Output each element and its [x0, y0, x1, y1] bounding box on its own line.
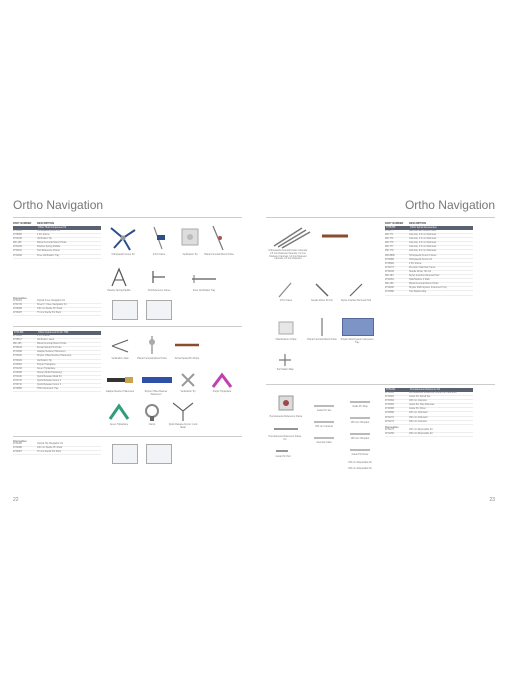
table-row: 9734051 Halo/Sodium 3 Pack: [385, 279, 473, 283]
perc-kit-image: [272, 424, 300, 434]
table-row: 9733487 75 mm Sterile Pin Pack: [13, 312, 101, 316]
table-row: 9735684 2 Pin Frame: [13, 234, 101, 238]
section-subtitle: Disposables: [385, 425, 399, 429]
disposables-table: [13, 296, 101, 316]
table-row: 9735684 2 Pin Frame: [385, 263, 473, 267]
table-row: 9735128 Dorsal Spinal Pin Probe: [13, 347, 101, 351]
caption: 2 Pin Frame: [152, 254, 166, 256]
table-row: 960-183 Stylus Insertion Removal Tool: [385, 275, 473, 279]
disposable-kit-image: [146, 300, 172, 320]
page-title: Ortho Navigation: [13, 198, 104, 212]
adapter-reamer-image: [105, 372, 135, 388]
obturator180-image: [348, 430, 372, 438]
caption: Verification Tip: [180, 391, 196, 393]
halo-pack-image: [276, 318, 296, 338]
caption: 180 mm Disposable Kit: [348, 468, 372, 470]
table-row: 960-155 Planar Femoral Mount Probe: [13, 242, 101, 246]
section-band: 9731456 Ortho Instrument Kit for THR: [13, 331, 101, 335]
table-row: 960-8890 Orthopaedic Femur Fixture: [385, 255, 473, 259]
table-header: PART NUMBER DESCRIPTION: [13, 222, 55, 225]
table-row: 960-772 Cannula, 3.2 mm Diameter: [385, 238, 473, 242]
table-row: 9734710 Quick Release Femur 1: [13, 384, 101, 388]
table-row: 9731246 Green Tripleplane: [13, 368, 101, 372]
guide-pin-image: [312, 402, 336, 410]
knee-tray-image: [190, 270, 218, 288]
table-row: 9731273 150 mm Disposable Kit: [385, 429, 473, 433]
caption: 2 Pin Frame: [279, 300, 293, 302]
caption: Planar Femoral Mount Probe: [204, 254, 234, 256]
pin-frame-image: [150, 225, 168, 251]
femoral-probe-image: [140, 334, 164, 356]
caption: Knee Verification Tray: [192, 290, 216, 292]
quick-release-image: [170, 400, 196, 422]
hip-disposables-table: [13, 439, 101, 455]
table-row: 9734032 Verification Tip: [13, 360, 101, 364]
section-rule: [13, 326, 242, 327]
table-row: 9731736 Kinect™ Knee Navigation Kit: [13, 304, 101, 308]
caption: Stylus Insertion Removal Tool: [340, 300, 372, 302]
page-number: 23: [489, 497, 495, 503]
parts-table: [385, 222, 473, 296]
caption: Percutaneous Reference Frame Kit: [268, 436, 302, 441]
caption: Planar Femoral Mount Probe: [137, 358, 167, 360]
table-row: 9735817 Verification Jaws: [13, 339, 101, 343]
caption: Tool Reference Frame: [147, 290, 171, 292]
section-subtitle: Disposables: [13, 297, 27, 300]
table-row: 960-777 Cannula, 4.5 mm Diameter: [385, 246, 473, 250]
caption: 150 mm Disposable Kit: [348, 462, 372, 464]
caption: Halo/Sodium 3 Pack: [275, 339, 297, 341]
clamp-image: [142, 402, 162, 422]
verif-jaws-image: [110, 336, 130, 356]
pin-frame-r-image: [276, 280, 296, 300]
stylus-tool-image: [346, 280, 366, 300]
caption: Passive Spring Paddle: [107, 290, 131, 292]
verification-tip-image: [177, 226, 203, 248]
table-row: 9731845 Percutaneous Reference Frame Kit Preformed: [385, 392, 473, 396]
caption: Adapter Reamer Placement: [105, 391, 135, 393]
caption: Quick Release Femur 1 and Metal: [168, 424, 198, 429]
table-row: 9734095 Clamp (Shifts Passively): [13, 372, 101, 376]
caption: Verification Tip: [182, 254, 198, 256]
page-title: Ortho Navigation: [404, 198, 495, 212]
section-rule: [13, 436, 242, 437]
caption: Cannula Collar: [316, 442, 332, 444]
table-header: PART NUMBER DESCRIPTION: [385, 222, 427, 225]
caption: Planar Femoral Mount Probe: [307, 339, 337, 341]
spring-paddle-image: [108, 266, 130, 288]
caption: Needle Driver 60 mm: [311, 300, 333, 302]
caption: Purple Tripleplane: [212, 391, 232, 393]
table-row: 960-771 Cannula, 2.5 mm Diameter: [385, 234, 473, 238]
disposable-kit-image: [112, 300, 138, 320]
green-tri-image: [108, 402, 130, 422]
caption: Clamp: [148, 424, 156, 426]
table-row: 9731896 180 mm Obturator: [385, 412, 473, 416]
table-row: 9734032 Stryker Offset Reamer Placement: [13, 355, 101, 359]
caption: 150 mm Obturator: [350, 422, 370, 424]
table-row: 9731451 Optical Knee Navigation Kit: [13, 300, 101, 304]
caption: Stryker Multi-System Instrument Tray: [340, 339, 374, 344]
pin-driver-image: [348, 446, 372, 454]
table-row: 9734011 Tool Reference Frame: [13, 250, 101, 254]
table-row: 9731456 Optical Hip Navigation Kit: [13, 443, 101, 447]
table-row: 9735181 Orthopaedic Femur Kit: [13, 230, 101, 234]
cannula-collar-image: [312, 434, 336, 442]
cannulas-image: [272, 224, 312, 250]
table-row: 960-155 Planar Femoral Mount Probe: [13, 343, 101, 347]
table-row: 9734777 Sterilizer and Sclaris Insert: [385, 230, 473, 234]
dorsal-probe-image: [173, 338, 201, 352]
table-row: 9731256 180 mm Disposable Kit: [385, 433, 473, 437]
caption: Guide Pin Stop: [352, 406, 368, 408]
disposable-kit-image: [146, 444, 172, 464]
offset-reamer-image: [140, 372, 174, 388]
table-row: 9731246 Verification Tip: [13, 238, 101, 242]
caption: 180 mm Cannula: [315, 426, 333, 428]
caption: Percutaneous Reference Frame: [269, 416, 303, 418]
table-row: 9733488 130 mm Sterile Pin Pack: [13, 447, 101, 451]
table-row: 9731846 Adapter Reamer Placement: [13, 351, 101, 355]
table-row: 9731846 Knee Verification Tray: [13, 255, 101, 259]
obturator150-image: [348, 414, 372, 422]
caption: Green Tripleplane: [109, 424, 129, 426]
disposable-kit-image: [112, 444, 138, 464]
section-subtitle: Disposables: [13, 440, 27, 443]
table-row: 9731890 Tool Station Map: [385, 291, 473, 295]
table-row: 9734016 Needle Driver, 60 mm: [385, 271, 473, 275]
caption: 180 mm Obturator: [350, 438, 370, 440]
mount-probe-image: [211, 224, 227, 252]
table-row: 9735684 2 Pin Frame: [13, 335, 101, 339]
caption: Stryker Offset Reamer Placement: [144, 391, 168, 396]
section-band: 9735785 Ortho Spinal Accessories: [385, 226, 473, 230]
verif-tip2-image: [180, 372, 196, 388]
table-row: 960-778 Cannula, 6.0 mm Diameter: [385, 250, 473, 254]
title-rule: [13, 217, 242, 218]
parts-table: [13, 222, 101, 259]
purple-tri-image: [210, 370, 234, 390]
table-row: 9732865 THR Instrument Tray: [13, 388, 101, 392]
page-number: 22: [13, 497, 19, 503]
table-row: 9733488 130 mm Sterile Pin Pack: [13, 308, 101, 312]
caption: Tool Station Map: [276, 369, 294, 371]
mount-probe-r-image: [312, 316, 332, 338]
section-rows: [13, 230, 101, 259]
table-row: 9731271 150 mm Obturator: [385, 417, 473, 421]
needle-driver2-image: [312, 280, 332, 300]
needle-driver-image: [320, 228, 350, 244]
table-row: 9731893 Guide Pin Stop Diameter: [385, 404, 473, 408]
table-row: 9733260 Stryker Multi-System Instrument Tray: [385, 287, 473, 291]
table-row: 9731880 Orthopaedic Femur Kit: [385, 259, 473, 263]
table-row: 9731271 Precision Halo Ref Frame: [385, 267, 473, 271]
table-row: 9731824 Guide Pin Spinal Set: [385, 396, 473, 400]
caption: Orthopaedic Femur Kit: [111, 254, 135, 256]
cannula180-image: [312, 418, 336, 426]
perc-table: [385, 388, 473, 437]
table-row: 9731272 180 mm Cannula: [385, 421, 473, 425]
right-page: [254, 0, 508, 696]
table-row: 9731894 180 mm Cannula: [385, 400, 473, 404]
caption: Verification Jaws: [111, 358, 129, 360]
guide-pin-tool-image: [274, 446, 290, 456]
table-row: 9731715 Quick Release Femur 1: [13, 380, 101, 384]
table-row: 9734081 Purple Tripleplane: [13, 364, 101, 368]
caption: Orthopaedic Femoral Fixture Cannula, 2.5 mm Diameter Cannula, 3.2 mm Diameter Cannula, 4.0 mm Diameter Cannula, 4.5 mm Diameter: [268, 250, 308, 261]
instrument-tray-image: [342, 318, 374, 336]
section-band: Ortho Tibia Component Kit: [13, 226, 101, 230]
table-row: 9733487 75 mm Sterile Pin Pack: [13, 451, 101, 455]
guide-stop-image: [348, 398, 372, 406]
perc-frame-image: [276, 392, 298, 414]
femur-frame-image: [108, 224, 138, 252]
caption: Guide Pin Driver: [351, 454, 369, 456]
table-row: 960-156 Planar Femoral Mount Probe: [385, 283, 473, 287]
title-rule: [266, 217, 495, 218]
section-band: 9731844 Percutaneous Reference Kit: [385, 388, 473, 392]
section-rule: [266, 384, 495, 385]
caption: Guide Pin Tool: [275, 456, 291, 458]
caption: Guide Pin Set: [316, 410, 332, 412]
table-row: 9731432 Quick Release Metal Kit: [13, 376, 101, 380]
table-row: 9731895 Guide Pin Driver: [385, 408, 473, 412]
thr-table: [13, 331, 101, 392]
table-row: 960-776 Cannula, 4.0 mm Diameter: [385, 242, 473, 246]
tool-reference-image: [150, 268, 168, 286]
table-row: 9731246 Passive Spring Paddle: [13, 246, 101, 250]
station-map-image: [276, 352, 294, 368]
caption: Dorsal Spinal Pin Probe: [174, 358, 200, 360]
